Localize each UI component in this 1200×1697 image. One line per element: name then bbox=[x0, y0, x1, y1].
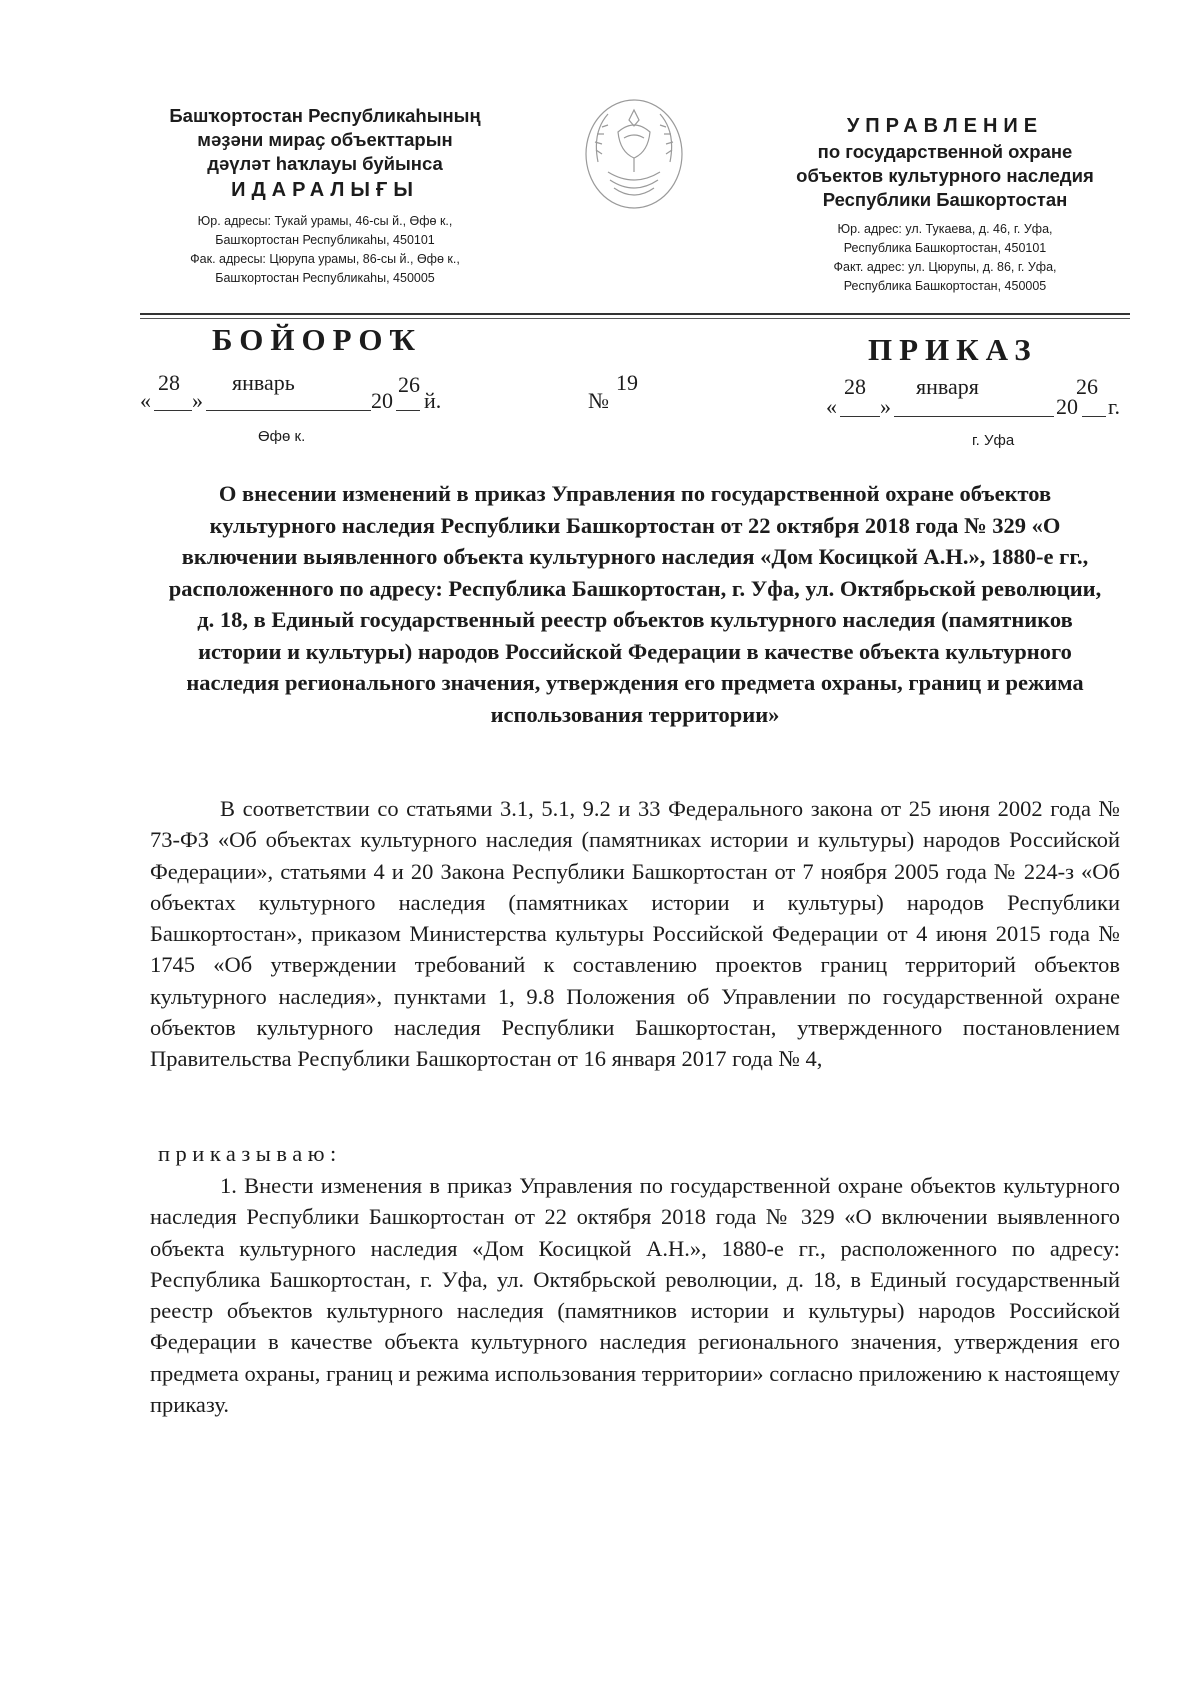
date-ru-open-quote: « bbox=[826, 394, 837, 419]
header-left bbox=[140, 104, 510, 288]
order-title-ba: БОЙОРОҠ bbox=[212, 322, 423, 357]
address-ru-line-2: Республика Башкортостан, 450101 bbox=[843, 241, 1047, 255]
org-name-ru-line-1: по государственной охране bbox=[817, 141, 1073, 162]
date-ba-month: январь bbox=[232, 370, 295, 395]
address-ru-line-1: Юр. адрес: ул. Тукаева, д. 46, г. Уфа, bbox=[837, 222, 1053, 236]
date-ru-year: 26 bbox=[1076, 374, 1098, 399]
order-number: 19 bbox=[616, 370, 638, 395]
org-name-ru-line-3: Республики Башкортостан bbox=[822, 189, 1068, 210]
address-ba-line-4: Башҡортостан Республикаһы, 450005 bbox=[215, 271, 435, 285]
date-ba-suffix: й. bbox=[424, 388, 442, 413]
date-ru-year-underline bbox=[1082, 416, 1106, 417]
address-ru-line-4: Республика Башкортостан, 450005 bbox=[843, 279, 1047, 293]
org-name-ru-line-2: объектов культурного наследия bbox=[796, 165, 1094, 186]
header-divider-thin bbox=[140, 318, 1130, 319]
org-name-ru-spaced: УПРАВЛЕНИЕ bbox=[846, 115, 1044, 137]
preamble-text: В соответствии со статьями 3.1, 5.1, 9.2 и 33 Федерального закона от 25 июня 2002 года № 73-ФЗ «Об объектах культурного наследия (памятниках истории и культуры) народов Российской Федерации», статьями 4 и 20 Закона Республики Башкортостан от 7 ноября 2005 года № 224-з «Об объектах культурного наследия (памятниках истории и культуры) народов Республики Башкортостан», приказом Министерства культуры Российской Федерации от 4 июня 2015 года № 1745 «Об утверждении требований к составлению проектов границ территорий объектов культурного наследия», пунктами 1, 9.8 Положения об Управлении по государственной охране объектов культурного наследия Республики Башкортостан, утвержденного постановлением Правительства Республики Башкортостан от 16 января 2017 года № 4, bbox=[150, 796, 1120, 1072]
org-name-ba-line-1: Башҡортостан Республикаһының bbox=[169, 105, 481, 126]
city-ru: г. Уфа bbox=[972, 432, 1015, 449]
date-ru-month: января bbox=[916, 374, 979, 399]
date-ru-year-prefix: 20 bbox=[1056, 394, 1078, 419]
date-ru-month-underline bbox=[894, 416, 1054, 417]
item-1-paragraph bbox=[150, 1170, 1120, 1420]
address-ru-line-3: Факт. адрес: ул. Цюрупы, д. 86, г. Уфа, bbox=[833, 260, 1057, 274]
command-line bbox=[158, 1138, 1128, 1169]
date-ba-month-underline bbox=[206, 410, 371, 411]
date-ru-suffix: г. bbox=[1108, 394, 1121, 419]
header-divider-thick bbox=[140, 313, 1130, 315]
date-ru-day: 28 bbox=[844, 374, 866, 399]
address-ba-line-2: Башҡортостан Республикаһы, 450101 bbox=[215, 233, 435, 247]
item-1-text: 1. Внести изменения в приказ Управления по государственной охране объектов культурного наследия Республики Башкортостан от 22 октября 2018 года № 329 «О включении выявленного объекта культурного наследия «Дом Косицкой А.Н.», 1880-е гг., расположенного по адресу: Республика Башкортостан, г. Уфа, ул. Октябрьской революции, д. 18, в Единый государственный реестр объектов культурного наследия (памятников истории и культуры) народов Российской Федерации в качестве объекта культурного наследия регионального значения, утверждения его предмета охраны, границ и режима использования территории» согласно приложению к настоящему приказу. bbox=[150, 1173, 1120, 1418]
org-name-ba-spaced: ИДАРАЛЫҒЫ bbox=[231, 179, 419, 201]
org-name-ba-line-3: дәүләт һаҡлауы буйынса bbox=[207, 153, 443, 174]
address-ba-line-1: Юр. адресы: Тукай урамы, 46-сы й., Өфө к., bbox=[197, 214, 453, 228]
date-ru-day-underline bbox=[840, 416, 880, 417]
date-ba-open-quote: « bbox=[140, 388, 151, 413]
date-ba-day-underline bbox=[154, 410, 192, 411]
org-name-ba-line-2: мәҙәни мираҫ объекттарын bbox=[197, 129, 453, 150]
address-ba-line-3: Фак. адресы: Цюрупа урамы, 86-сы й., Өфө к., bbox=[190, 252, 460, 266]
order-number-sign: № bbox=[588, 388, 609, 413]
coat-of-arms-emblem bbox=[578, 92, 690, 214]
order-title-ru: ПРИКАЗ bbox=[868, 332, 1038, 367]
date-ba-year-underline bbox=[396, 410, 420, 411]
date-ba-year: 26 bbox=[398, 372, 420, 397]
command-word: приказываю: bbox=[158, 1141, 342, 1166]
date-ba-year-prefix: 20 bbox=[371, 388, 393, 413]
document-heading: О внесении изменений в приказ Управления по государственной охране объектов культурного наследия Республики Башкортостан от 22 октября 2018 года № 329 «О включении выявленного объекта культурного наследия «Дом Косицкой А.Н.», 1880-е гг., расположенного по адресу: Республика Башкортостан, г. Уфа, ул. Октябрьской революции, д. 18, в Единый государственный реестр объектов культурного наследия (памятников истории и культуры) народов Российской Федерации в качестве объекта культурного наследия регионального значения, утверждения его предмета охраны, границ и режима использования территории» bbox=[168, 481, 1102, 727]
city-ba: Өфө к. bbox=[258, 428, 306, 445]
date-ru-close-quote: » bbox=[880, 394, 891, 419]
date-ba-day: 28 bbox=[158, 370, 180, 395]
preamble-paragraph bbox=[150, 793, 1120, 1075]
date-ba-close-quote: » bbox=[192, 388, 203, 413]
address-ru bbox=[760, 220, 1130, 296]
address-ba bbox=[140, 212, 510, 288]
header-right bbox=[760, 112, 1130, 296]
